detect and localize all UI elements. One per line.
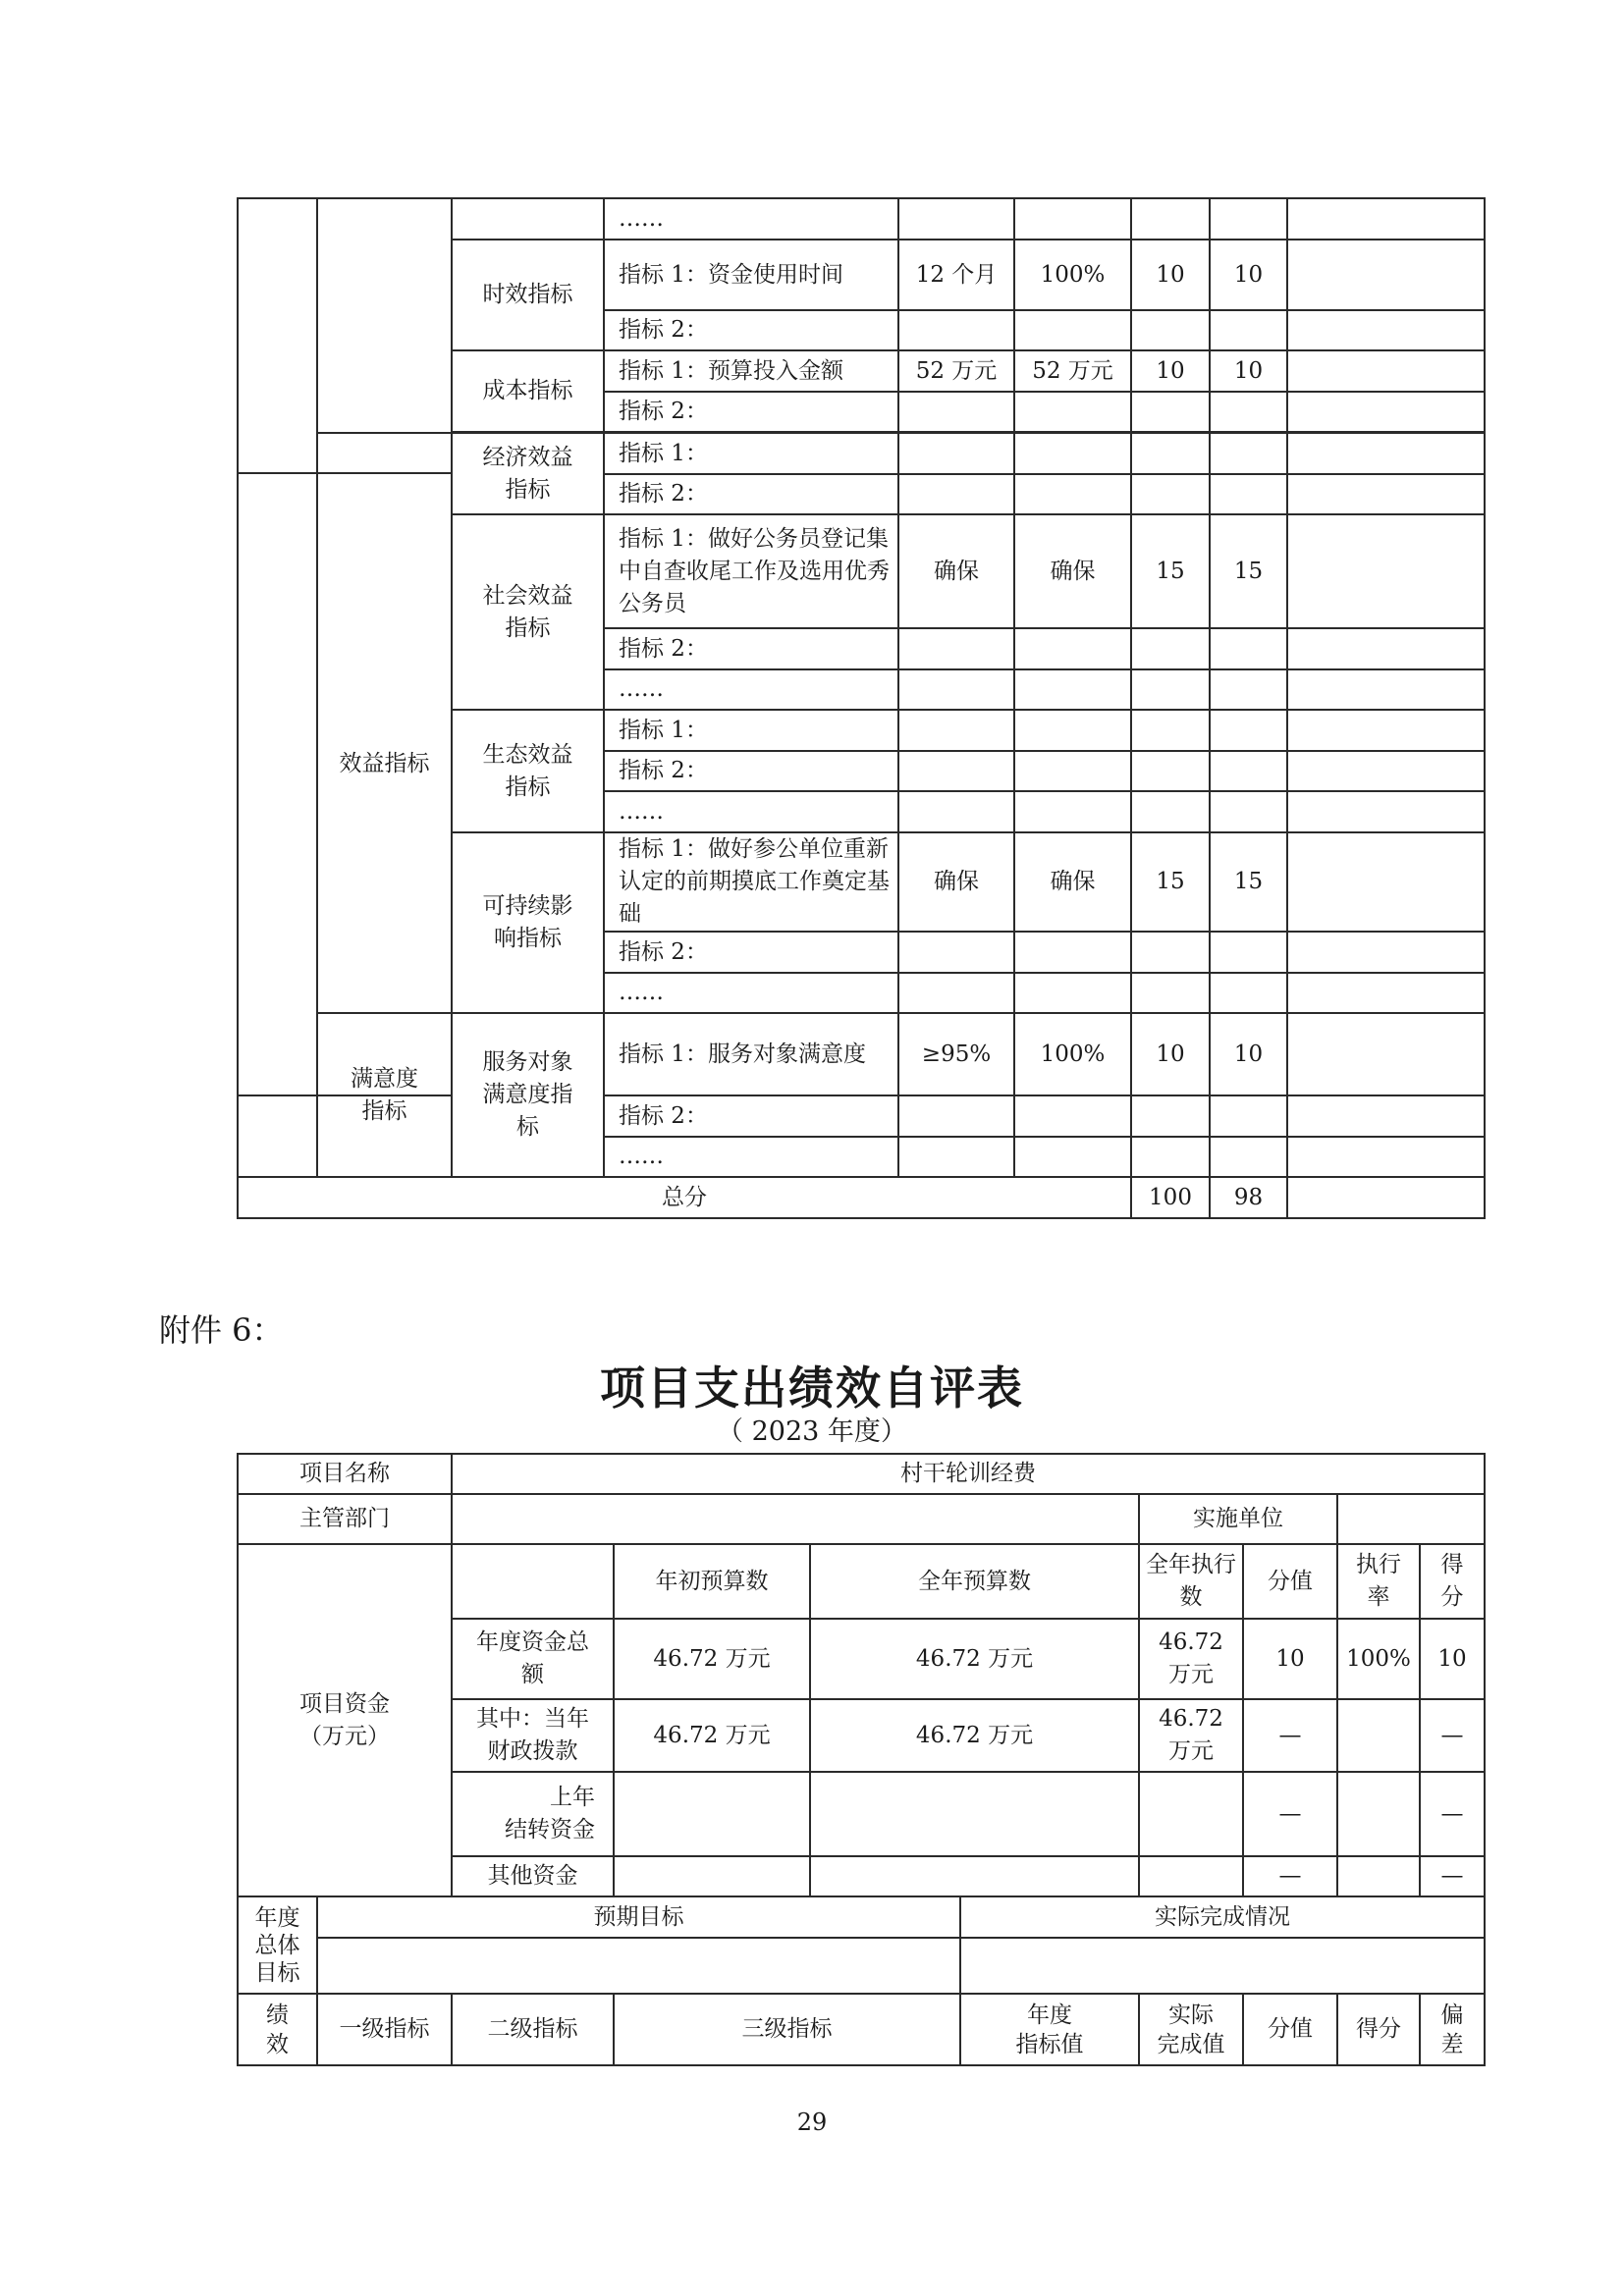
target-cell: 确保 <box>898 832 1014 932</box>
indicator-cell: 指标 1：服务对象满意度 <box>604 1013 898 1095</box>
cell-value: 46.72 万元 <box>614 1619 810 1699</box>
got-cell: 10 <box>1210 350 1287 392</box>
total-got: 98 <box>1210 1177 1287 1218</box>
perf-header-l2: 二级指标 <box>452 1994 614 2065</box>
total-score: 100 <box>1131 1177 1210 1218</box>
row-total-funds: 年度资金总 额 <box>452 1619 614 1699</box>
page-title: 项目支出绩效自评表 <box>600 1362 1024 1415</box>
expected-goal-value <box>317 1938 960 1994</box>
attachment-label: 附件 6： <box>159 1311 284 1349</box>
actual-cell: 100% <box>1014 240 1131 310</box>
header-got: 得 分 <box>1420 1544 1485 1619</box>
row-carryover-funds: 上年 结转资金 <box>452 1772 614 1856</box>
indicator-cell: 指标 1：预算投入金额 <box>604 350 898 392</box>
level2-service: 服务对象 满意度指 标 <box>452 1013 604 1177</box>
got-cell: 10 <box>1210 1013 1287 1095</box>
cell-value: — <box>1243 1772 1337 1856</box>
indicator-cell: 指标 1： <box>604 710 898 751</box>
perf-label: 绩 效 <box>238 1994 317 2065</box>
project-name-label: 项目名称 <box>238 1454 452 1494</box>
cell-value: — <box>1243 1699 1337 1772</box>
impl-unit-label: 实施单位 <box>1139 1494 1337 1544</box>
level2-sustainable: 可持续影 响指标 <box>452 832 604 1013</box>
actual-cell: 确保 <box>1014 514 1131 628</box>
got-cell: 15 <box>1210 832 1287 932</box>
expected-goal-header: 预期目标 <box>317 1896 960 1938</box>
indicator-cell: …… <box>604 791 898 832</box>
cell-value: — <box>1420 1856 1485 1896</box>
satisfaction-table <box>237 1012 1486 1219</box>
level1-benefit: 效益指标 <box>317 433 452 1095</box>
target-cell: 确保 <box>898 514 1014 628</box>
annual-goal-label: 年度 总体 目标 <box>238 1896 317 1994</box>
indicator-cell: 指标 2： <box>604 1095 898 1137</box>
perf-header-l1: 一级指标 <box>317 1994 452 2065</box>
score-cell: 10 <box>1131 350 1210 392</box>
year-label: （ 2023 年度） <box>717 1416 907 1447</box>
perf-header-actual: 实际 完成值 <box>1139 1994 1243 2065</box>
level2-blank <box>452 198 604 240</box>
actual-cell: 52 万元 <box>1014 350 1131 392</box>
cell-value: 46.72 万元 <box>810 1699 1139 1772</box>
header-initial-budget: 年初预算数 <box>614 1544 810 1619</box>
cell-value: — <box>1420 1699 1485 1772</box>
header-exec-rate: 执行 率 <box>1337 1544 1420 1619</box>
cell-value: 100% <box>1337 1619 1420 1699</box>
cell-value: 46.72 万元 <box>1139 1699 1243 1772</box>
indicator-cell: 指标 1：资金使用时间 <box>604 240 898 310</box>
cell-value: 46.72 万元 <box>1139 1619 1243 1699</box>
level2-economic: 经济效益 指标 <box>452 433 604 514</box>
header-score: 分值 <box>1243 1544 1337 1619</box>
project-name-value: 村干轮训经费 <box>452 1454 1485 1494</box>
target-cell: 12 个月 <box>898 240 1014 310</box>
indicator-cell: …… <box>604 669 898 710</box>
level2-social: 社会效益 指标 <box>452 514 604 710</box>
cell-value: — <box>1243 1856 1337 1896</box>
score-cell: 10 <box>1131 1013 1210 1095</box>
cell-value: 46.72 万元 <box>810 1619 1139 1699</box>
impl-unit-value <box>1337 1494 1485 1544</box>
dept-label: 主管部门 <box>238 1494 452 1544</box>
project-self-evaluation-table <box>237 1453 1486 2066</box>
level2-ecological: 生态效益 指标 <box>452 710 604 832</box>
score-cell: 15 <box>1131 832 1210 932</box>
indicator-cell: 指标 1：做好参公单位重新认定的前期摸底工作奠定基础 <box>604 832 898 932</box>
actual-cell: 100% <box>1014 1013 1131 1095</box>
actual-cell: 确保 <box>1014 832 1131 932</box>
indicator-cell: …… <box>604 973 898 1013</box>
perf-header-score: 分值 <box>1243 1994 1337 2065</box>
level2-cost: 成本指标 <box>452 350 604 432</box>
indicator-cell: 指标 2： <box>604 628 898 669</box>
indicator-cell: 指标 2： <box>604 751 898 791</box>
indicator-cell: 指标 2： <box>604 474 898 514</box>
actual-completion-header: 实际完成情况 <box>960 1896 1485 1938</box>
cell-value: — <box>1420 1772 1485 1856</box>
benefit-table <box>237 432 1486 1096</box>
indicator-cell: …… <box>604 1137 898 1177</box>
cell-value: 46.72 万元 <box>614 1699 810 1772</box>
row-other-funds: 其他资金 <box>452 1856 614 1896</box>
cell-value: 10 <box>1420 1619 1485 1699</box>
funds-label: 项目资金 （万元） <box>238 1544 452 1896</box>
cell-value: 10 <box>1243 1619 1337 1699</box>
header-executed: 全年执行数 <box>1139 1544 1243 1619</box>
target-cell: ≥95% <box>898 1013 1014 1095</box>
perf-header-deviation: 偏 差 <box>1420 1994 1485 2065</box>
actual-completion-value <box>960 1938 1485 1994</box>
indicator-cell: …… <box>604 198 898 240</box>
level1-satisfaction: 满意度 指标 <box>317 1013 452 1177</box>
indicator-cell: 指标 1： <box>604 433 898 474</box>
indicator-cell: 指标 2： <box>604 392 898 432</box>
perf-header-l3: 三级指标 <box>614 1994 960 2065</box>
indicator-cell: 指标 2： <box>604 310 898 350</box>
total-label: 总分 <box>238 1177 1131 1218</box>
level2-timeliness: 时效指标 <box>452 240 604 350</box>
got-cell: 10 <box>1210 240 1287 310</box>
page-number: 29 <box>796 2109 828 2136</box>
header-full-budget: 全年预算数 <box>810 1544 1139 1619</box>
perf-header-got: 得分 <box>1337 1994 1420 2065</box>
score-cell: 15 <box>1131 514 1210 628</box>
dept-value <box>452 1494 1139 1544</box>
indicator-cell: 指标 2： <box>604 932 898 973</box>
perf-header-annual: 年度 指标值 <box>960 1994 1139 2065</box>
indicator-cell: 指标 1：做好公务员登记集中自查收尾工作及选用优秀公务员 <box>604 514 898 628</box>
got-cell: 15 <box>1210 514 1287 628</box>
row-fiscal-funds: 其中：当年 财政拨款 <box>452 1699 614 1772</box>
score-cell: 10 <box>1131 240 1210 310</box>
target-cell: 52 万元 <box>898 350 1014 392</box>
